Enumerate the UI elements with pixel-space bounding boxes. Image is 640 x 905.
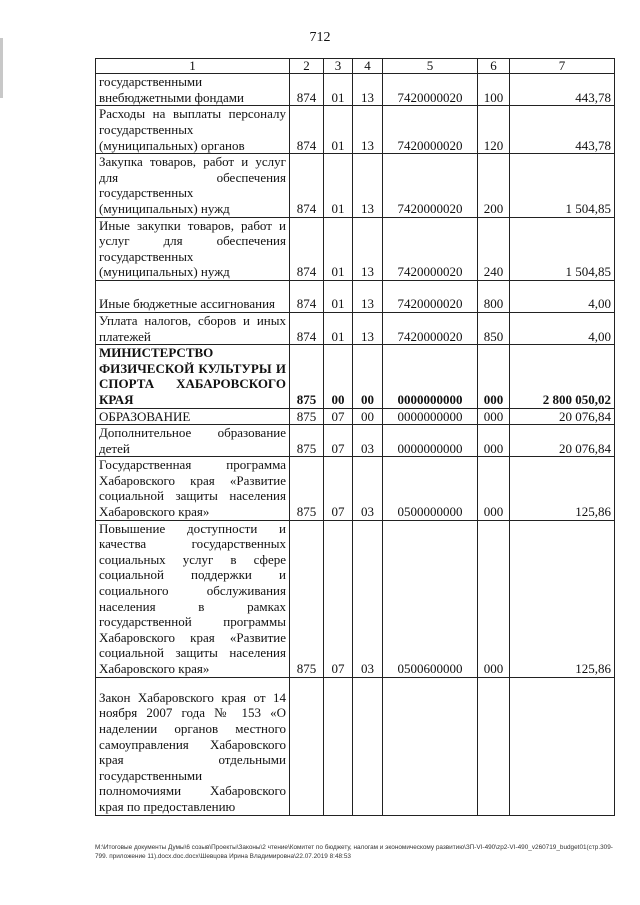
cell-admin-code: 874 xyxy=(290,106,324,154)
cell-expense-type: 240 xyxy=(478,217,510,280)
table-row xyxy=(96,280,615,312)
cell-expense-type: 850 xyxy=(478,312,510,344)
cell-expense-type: 800 xyxy=(478,280,510,312)
cell-target-article: 0500600000 xyxy=(383,520,478,677)
cell-target-article: 7420000020 xyxy=(383,154,478,217)
cell-expense-type: 000 xyxy=(478,408,510,425)
cell-item-name: Дополнительное образование детей xyxy=(96,425,290,457)
table-row xyxy=(96,425,615,457)
cell-amount: 2 800 050,02 xyxy=(510,345,615,408)
cell-expense-type: 100 xyxy=(478,74,510,106)
cell-target-article: 0500000000 xyxy=(383,457,478,520)
cell-target-article: 0000000000 xyxy=(383,408,478,425)
cell-subsection-code: 03 xyxy=(353,425,383,457)
cell-admin-code: 874 xyxy=(290,74,324,106)
header-col-5: 5 xyxy=(383,59,478,74)
cell-section-code: 01 xyxy=(324,217,353,280)
table-header-row xyxy=(96,59,615,74)
table-body xyxy=(96,74,615,816)
header-col-4: 4 xyxy=(353,59,383,74)
cell-item-name: Повышение доступности и качества государственных социальных услуг в сфере социальной поддержки и социального обслуживания населения в рамках государственной программы Хабаровского края «Развитие социальной защиты населения Хабаровского края» xyxy=(96,520,290,677)
cell-section-code: 07 xyxy=(324,408,353,425)
cell-section-code: 01 xyxy=(324,312,353,344)
cell-amount: 443,78 xyxy=(510,106,615,154)
cell-subsection-code: 13 xyxy=(353,106,383,154)
cell-subsection-code: 13 xyxy=(353,217,383,280)
cell-target-article xyxy=(383,677,478,815)
cell-item-name: Иные бюджетные ассигнования xyxy=(96,280,290,312)
cell-section-code: 01 xyxy=(324,154,353,217)
cell-section-code: 01 xyxy=(324,106,353,154)
cell-item-name: Иные закупки товаров, работ и услуг для обеспечения государственных (муниципальных) нужд xyxy=(96,217,290,280)
cell-item-name: Государственная программа Хабаровского края «Развитие социальной защиты населения Хабаровского края» xyxy=(96,457,290,520)
cell-admin-code: 874 xyxy=(290,217,324,280)
cell-subsection-code: 13 xyxy=(353,154,383,217)
cell-expense-type: 000 xyxy=(478,457,510,520)
cell-admin-code: 875 xyxy=(290,457,324,520)
cell-expense-type: 000 xyxy=(478,345,510,408)
cell-amount: 1 504,85 xyxy=(510,217,615,280)
table-row xyxy=(96,408,615,425)
cell-expense-type: 200 xyxy=(478,154,510,217)
cell-amount: 4,00 xyxy=(510,280,615,312)
cell-subsection-code: 00 xyxy=(353,408,383,425)
cell-amount: 1 504,85 xyxy=(510,154,615,217)
cell-item-name: Закупка товаров, работ и услуг для обеспечения государственных (муниципальных) нужд xyxy=(96,154,290,217)
cell-subsection-code: 13 xyxy=(353,280,383,312)
table-row xyxy=(96,312,615,344)
cell-subsection-code: 13 xyxy=(353,312,383,344)
cell-target-article: 7420000020 xyxy=(383,74,478,106)
cell-target-article: 7420000020 xyxy=(383,217,478,280)
table-row xyxy=(96,345,615,408)
cell-section-code: 00 xyxy=(324,345,353,408)
cell-amount: 443,78 xyxy=(510,74,615,106)
cell-target-article: 0000000000 xyxy=(383,425,478,457)
header-col-3: 3 xyxy=(324,59,353,74)
cell-subsection-code: 03 xyxy=(353,457,383,520)
cell-target-article: 7420000020 xyxy=(383,312,478,344)
cell-admin-code: 874 xyxy=(290,280,324,312)
page-number: 712 xyxy=(309,30,331,45)
cell-admin-code: 874 xyxy=(290,154,324,217)
cell-amount: 20 076,84 xyxy=(510,425,615,457)
cell-admin-code: 875 xyxy=(290,425,324,457)
cell-target-article: 7420000020 xyxy=(383,106,478,154)
cell-expense-type: 000 xyxy=(478,425,510,457)
cell-amount xyxy=(510,677,615,815)
cell-amount: 125,86 xyxy=(510,520,615,677)
cell-item-name: ОБРАЗОВАНИЕ xyxy=(96,408,290,425)
cell-section-code xyxy=(324,677,353,815)
cell-subsection-code xyxy=(353,677,383,815)
cell-item-name: Уплата налогов, сборов и иных платежей xyxy=(96,312,290,344)
cell-item-name: Расходы на выплаты персоналу государственных (муниципальных) органов xyxy=(96,106,290,154)
cell-section-code: 07 xyxy=(324,520,353,677)
budget-table xyxy=(95,58,615,816)
table-row xyxy=(96,154,615,217)
cell-amount: 125,86 xyxy=(510,457,615,520)
cell-admin-code: 874 xyxy=(290,312,324,344)
cell-admin-code: 875 xyxy=(290,345,324,408)
cell-item-name: Закон Хабаровского края от 14 ноября 2007 года № 153 «О наделении органов местного самоуправления Хабаровского края отдельными государственными полномочиями Хабаровского края по предоставлению xyxy=(96,677,290,815)
document-path-footer: M:\Итоговые документы Думы\6 созыв\Проекты\Законы\2 чтение\Комитет по бюджету, налогам и экономическому развитию\ЗП-VI-490\zp2-VI-490_v260719_budget01(стр.309-799. приложение 11).docx.doc.docx\Шевцова Ирина Владимировна\22.07.2019 8:48:53 xyxy=(95,844,613,860)
header-col-6: 6 xyxy=(478,59,510,74)
table-row xyxy=(96,457,615,520)
cell-section-code: 01 xyxy=(324,74,353,106)
cell-amount: 4,00 xyxy=(510,312,615,344)
cell-item-name: МИНИСТЕРСТВО ФИЗИЧЕСКОЙ КУЛЬТУРЫ И СПОРТА ХАБАРОВСКОГО КРАЯ xyxy=(96,345,290,408)
cell-target-article: 0000000000 xyxy=(383,345,478,408)
cell-section-code: 01 xyxy=(324,280,353,312)
table-row xyxy=(96,520,615,677)
header-col-1: 1 xyxy=(96,59,290,74)
cell-expense-type: 120 xyxy=(478,106,510,154)
cell-subsection-code: 03 xyxy=(353,520,383,677)
header-col-2: 2 xyxy=(290,59,324,74)
header-col-7: 7 xyxy=(510,59,615,74)
cell-admin-code: 875 xyxy=(290,408,324,425)
table-row xyxy=(96,74,615,106)
cell-admin-code xyxy=(290,677,324,815)
cell-section-code: 07 xyxy=(324,425,353,457)
cell-expense-type xyxy=(478,677,510,815)
cell-amount: 20 076,84 xyxy=(510,408,615,425)
cell-admin-code: 875 xyxy=(290,520,324,677)
cell-item-name: государственными внебюджетными фондами xyxy=(96,74,290,106)
table-row xyxy=(96,677,615,815)
cell-subsection-code: 13 xyxy=(353,74,383,106)
scan-edge-mark xyxy=(0,38,3,98)
table-row xyxy=(96,217,615,280)
table-row xyxy=(96,106,615,154)
cell-section-code: 07 xyxy=(324,457,353,520)
cell-expense-type: 000 xyxy=(478,520,510,677)
cell-subsection-code: 00 xyxy=(353,345,383,408)
cell-target-article: 7420000020 xyxy=(383,280,478,312)
